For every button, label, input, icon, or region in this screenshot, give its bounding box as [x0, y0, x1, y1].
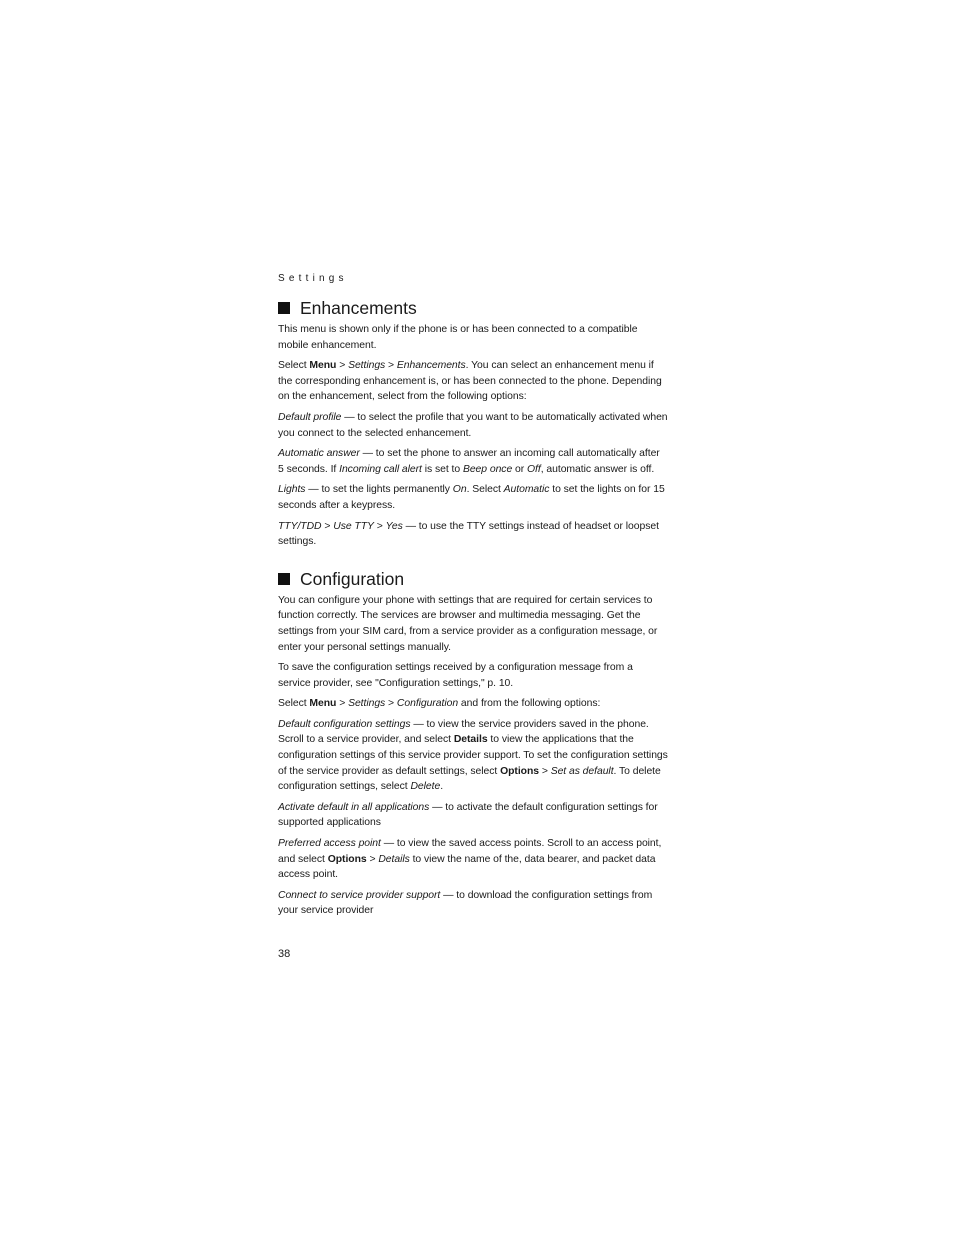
option-tty: TTY/TDD > Use TTY > Yes — to use the TTY settings instead of headset or loopset settings. — [278, 520, 659, 548]
configuration-save: To save the configuration settings received by a configuration message from a service provider, see "Configuration settings," p. 10. — [278, 662, 633, 689]
option-activate-default: Activate default in all applications — to activate the default configuration settings for supported applications — [278, 801, 658, 829]
page-number: 38 — [278, 948, 291, 960]
enhancements-heading — [278, 298, 668, 318]
option-default-profile: Default profile — to select the profile that you want to be automatically activated when you connect to the selected enhancement. — [278, 411, 668, 439]
enhancements-select: Select Menu > Settings > Enhancements. You can select an enhancement menu if the corresponding enhancement is, or has been connected to the phone. Depending on the enhancement, select from the following options: — [278, 360, 662, 403]
page-content — [278, 273, 668, 924]
enhancements-intro: This menu is shown only if the phone is or has been connected to a compatible mobile enhancement. — [278, 324, 638, 351]
configuration-select: Select Menu > Settings > Configuration and from the following options: — [278, 698, 601, 710]
option-lights: Lights — to set the lights permanently On. Select Automatic to set the lights on for 15 seconds after a keypress. — [278, 484, 665, 511]
square-bullet-icon — [278, 573, 290, 585]
configuration-heading — [278, 569, 668, 589]
option-preferred-access-point: Preferred access point — to view the saved access points. Scroll to an access point, and select Options > Details to view the name of the, data bearer, and packet data access point. — [278, 838, 662, 881]
configuration-title: Configuration — [300, 568, 405, 589]
option-connect-support: Connect to service provider support — to download the configuration settings from your service provider — [278, 889, 653, 917]
configuration-intro: You can configure your phone with settings that are required for certain services to function correctly. The services are browser and multimedia messaging. Get the settings from your SIM card, from a service provider as a configuration message, or enter your personal settings manually. — [278, 594, 658, 653]
square-bullet-icon — [278, 302, 290, 314]
option-default-configuration: Default configuration settings — to view the service providers saved in the phone. Scroll to a service provider, and select Details to view the applications that the configuration settings of this service provider support. To set the configuration settings of the service provider as default settings, select Options > Set as default. To delete configuration settings, select Delete. — [278, 718, 668, 793]
enhancements-title: Enhancements — [300, 298, 417, 318]
running-head: Settings — [278, 273, 348, 284]
option-automatic-answer: Automatic answer — to set the phone to answer an incoming call automatically after 5 seconds. If Incoming call alert is set to Beep once or Off, automatic answer is off. — [278, 448, 660, 475]
